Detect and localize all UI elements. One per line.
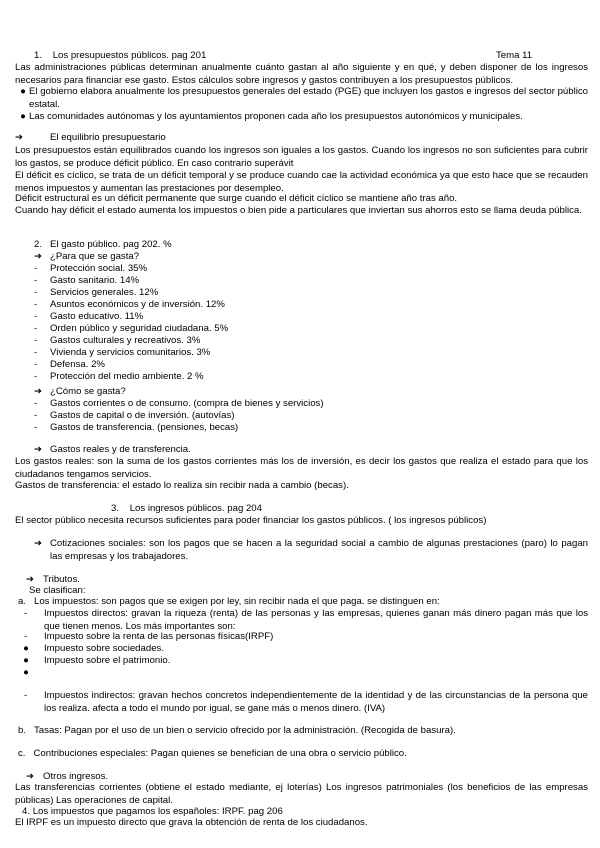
tasas-paragraph: b. Tasas: Pagan por el uso de un bien o servicio ofrecido por la administración. (Recogida de basura). <box>18 725 456 736</box>
subheading-tributos: Tributos. <box>43 574 80 585</box>
subheading-equilibrio: El equilibrio presupuestario <box>50 132 166 143</box>
subheading-otros-ingresos: Otros ingresos. <box>43 771 109 782</box>
cotizaciones-paragraph: Cotizaciones sociales: son los pagos que se hacen a la seguridad social a cambio de algunas prestaciones (paro) lo pagan las empresas y los trabajadores. <box>50 538 588 562</box>
deficit-estructural-paragraph: Déficit estructural es un déficit permanente que surge cuando el déficit cíclico se mantiene año tras año. <box>15 193 458 204</box>
equilibrio-paragraph: Los presupuestos están equilibrados cuando los ingresos son iguales a los gastos. Cuando los ingresos no son suficientes para cubrir los gastos, se produce déficit público. En caso contrario superávit <box>15 145 588 169</box>
bullet-icon: ● <box>23 655 29 666</box>
gastos-transferencia-paragraph: Gastos de transferencia: el estado lo realiza sin recibir nada a cambio (becas). <box>15 480 349 491</box>
intro-paragraph: Las administraciones públicas determinan anualmente cuánto gastan al año siguiente y en qué, y deben disponer de los ingresos necesarios para financiar ese gasto. Estos cálculos sobre ingresos y gastos contribuyen a los presupuestos públicos. <box>15 62 588 86</box>
document-page: 1. Los presupuestos públicos. pag 201 Tema 11 Las administraciones públicas determinan anualmente cuánto gastan al año siguiente y en qué, y deben disponer de los ingresos necesarios para financiar ese gasto. Estos cálculos sobre ingresos y gastos contribuyen a los presupuestos públicos. ● El gobierno elabora anualmente los presupuestos generales del estado (PGE) que incluyen los gastos e ingresos del sector público estatal. ● Las comunidades autónomas y los ayuntamientos proponen cada año los presupuestos autonómicos y municipales. ➔ El equilibrio presupuestario Los presupuestos están equilibrados cuando los ingresos son iguales a los gastos. Cuando los ingresos no son suficientes para cubrir los gastos, se produce déficit público. En caso contrario superávit El déficit es cíclico, se trata de un déficit temporal y se produce cuando cae la actividad económica ya que esto hace que se recauden menos impuestos y aumentan las prestaciones por desempleo. Déficit estructural es un déficit permanente que surge cuando el déficit cíclico se mantiene año tras año. Cuando hay déficit el estado aumenta los impuestos o bien pide a particulares que inviertan sus ahorros esto se llama deuda pública. 2. El gasto público. pag 202. % ➔ ¿Para que se gasta? - Protección social. 35% - Gasto sanitario. 14% - Servicios generales. 12% - Asuntos económicos y de inversión. 12% - Gasto educativo. 11% - Orden público y seguridad ciudadana. 5% - Gastos culturales y recreativos. 3% - Vivienda y servicios comunitarios. 3% - Defensa. 2% - Protección del medio ambiente. 2 % ➔ ¿Cómo se gasta? - Gastos corrientes o de consumo. (compra de bienes y servicios) - Gastos de capital o de inversión. (autovías) - Gastos de transferencia. (pensiones, becas) ➔ Gastos reales y de transferencia. Los gastos reales: son la suma de los gastos corrientes más los de inversión, es decir los gastos que realiza el estado para que los ciudadanos tengamos servicios. Gastos de transferencia: el estado lo realiza sin recibir nada a cambio (becas). 3. Los ingresos públicos. pag 204 El sector público necesita recursos suficientes para poder financiar los gastos públicos. ( los ingresos públicos) ➔ Cotizaciones sociales: son los pagos que se hacen a la seguridad social a cambio de algunas prestaciones (paro) lo pagan las empresas y los trabajadores. ➔ Tributos. Se clasifican: a. Los impuestos: son pagos que se exigen por ley, sin recibir nada el que paga. se distinguen en: - Impuestos directos: gravan la riqueza (renta) de las personas y las empresas, quienes ganan más dinero pagan más que los que tienen menos. Los más importantes son: - Impuesto sobre la renta de las personas físicas(IRPF) ● Impuesto sobre sociedades. ● Impuesto sobre el patrimonio. ● - Impuestos indirectos: gravan hechos concretos independientemente de la identidad y de las circunstancias de la persona que los realiza. afecta a todo el mundo por igual, se gane más o menos dinero. (IVA) b. Tasas: Pagan por el uso de un bien o servicio ofrecido por la administración. (Recogida de basura). c. Contribuciones especiales: Pagan quienes se benefician de una obra o servicio público. ➔ Otros ingresos. Las transferencias corrientes (obtiene el estado mediante, ej loterías) Los ingresos patrimoniales (los beneficios de las empresas públicas) Las operaciones de capital. 4. Los impuestos que pagamos los españoles: IRPF. pag 206 El IRPF es un impuesto directo que grava la obtención de renta de los ciudadanos. <box>15 50 588 828</box>
section-4-heading: 4. Los impuestos que pagamos los españoles: IRPF. pag 206 <box>22 806 283 817</box>
bullet-icon: ● <box>23 667 29 678</box>
deficit-ciclico-paragraph: El déficit es cíclico, se trata de un déficit temporal y se produce cuando cae la actividad económica ya que esto hace que se recauden menos impuestos y aumentan las prestaciones por desempleo. <box>15 170 588 194</box>
topic-label: Tema 11 <box>496 50 533 61</box>
section-3-intro: El sector público necesita recursos suficientes para poder financiar los gastos públicos. ( los ingresos públicos) <box>15 515 487 526</box>
contribuciones-paragraph: c. Contribuciones especiales: Pagan quienes se benefician de una obra o servicio público. <box>18 748 407 759</box>
arrow-icon: ➔ <box>15 132 24 143</box>
section-2-heading: 2. El gasto público. pag 202. % <box>34 239 172 250</box>
arrow-icon: ➔ <box>34 386 43 397</box>
arrow-icon: ➔ <box>26 771 35 782</box>
section-3-heading: 3. Los ingresos públicos. pag 204 <box>111 503 262 514</box>
irpf-paragraph: El IRPF es un impuesto directo que grava la obtención de renta de los ciudadanos. <box>15 817 368 828</box>
bullet-icon: ● <box>20 86 26 97</box>
arrow-icon: ➔ <box>34 444 43 455</box>
impuestos-heading: a. Los impuestos: son pagos que se exigen por ley, sin recibir nada el que paga. se distinguen en: <box>18 596 440 607</box>
subheading-gastos-reales: Gastos reales y de transferencia. <box>50 444 191 455</box>
section-1-heading: 1. Los presupuestos públicos. pag 201 <box>34 50 207 61</box>
bullet-icon: ● <box>23 643 29 654</box>
se-clasifican-label: Se clasifican: <box>29 585 86 596</box>
deuda-publica-paragraph: Cuando hay déficit el estado aumenta los impuestos o bien pide a particulares que inviertan sus ahorros esto se llama deuda pública. <box>15 205 582 216</box>
impuestos-directos-paragraph: Impuestos directos: gravan la riqueza (renta) de las personas y las empresas, quienes ganan más dinero pagan más que los que tienen menos. Los más importantes son: <box>44 608 588 632</box>
arrow-icon: ➔ <box>26 574 35 585</box>
arrow-icon: ➔ <box>34 538 43 549</box>
bullet-icon: ● <box>20 111 26 122</box>
transferencias-paragraph: Las transferencias corrientes (obtiene el estado mediante, ej loterías) Los ingresos patrimoniales (los beneficios de las empresas públicas) Las operaciones de capital. <box>15 782 588 806</box>
impuestos-indirectos-paragraph: Impuestos indirectos: gravan hechos concretos independientemente de la identidad y de las circunstancias de la persona que los realiza. afecta a todo el mundo por igual, se gane más o menos dinero. (IVA) <box>44 690 588 714</box>
subheading-como-se-gasta: ¿Cómo se gasta? <box>50 386 126 397</box>
subheading-para-que: ¿Para que se gasta? <box>50 251 140 262</box>
gastos-reales-paragraph: Los gastos reales: son la suma de los gastos corrientes más los de inversión, es decir los gastos que realiza el estado para que los ciudadanos tengamos servicios. <box>15 456 588 480</box>
arrow-icon: ➔ <box>34 251 43 262</box>
